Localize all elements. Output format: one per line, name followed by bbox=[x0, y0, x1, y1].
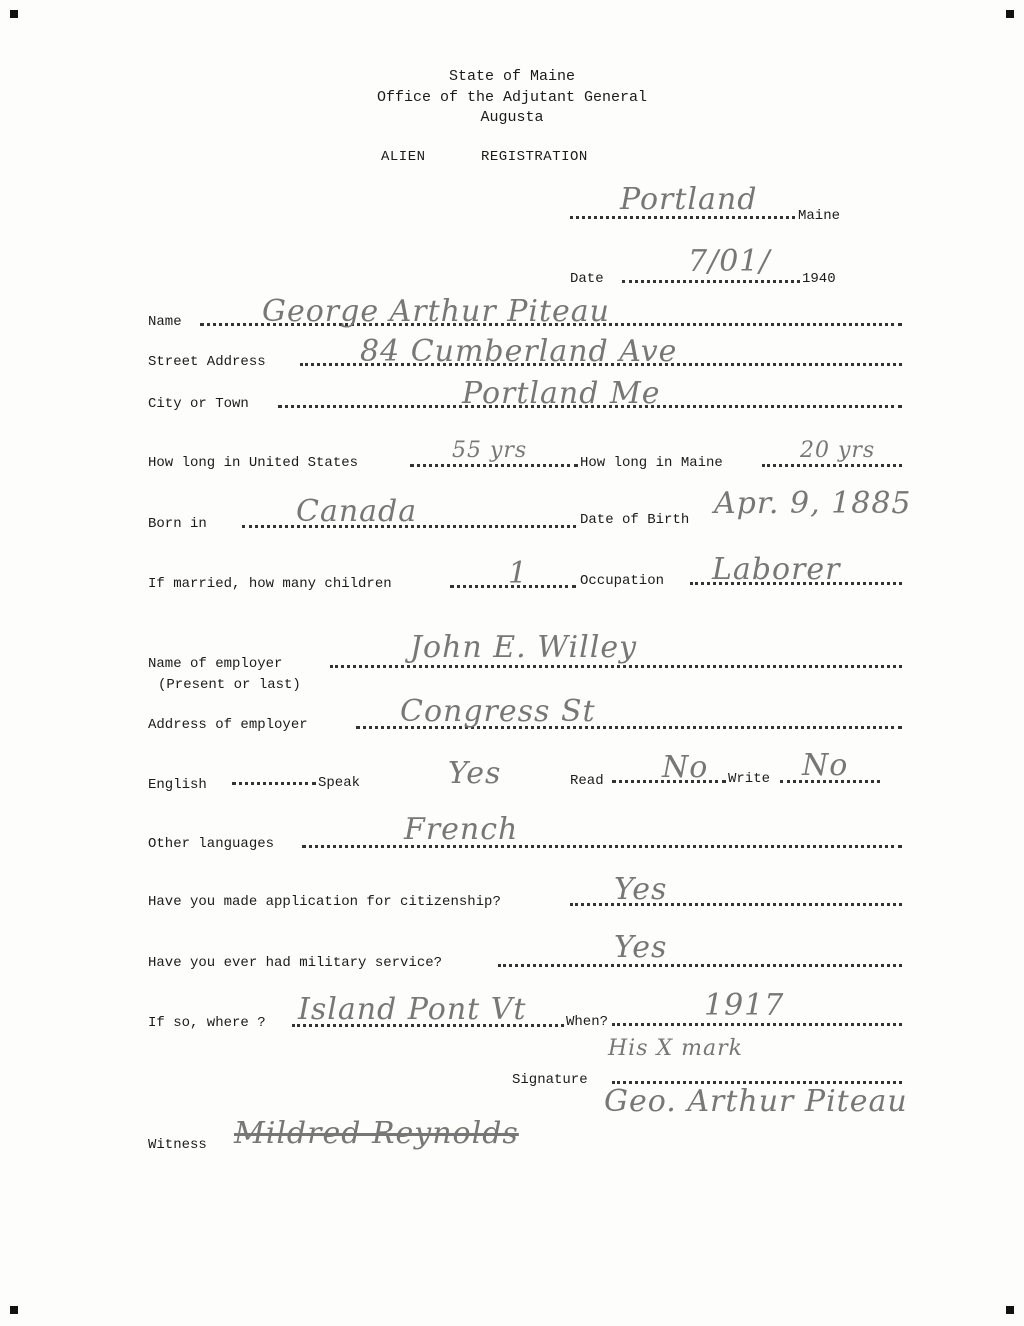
place-suffix: Maine bbox=[798, 208, 841, 224]
date-value: 7/01/ bbox=[688, 244, 771, 279]
children-label: If married, how many children bbox=[148, 576, 392, 592]
title-registration: REGISTRATION bbox=[481, 149, 588, 165]
header-state: State of Maine bbox=[448, 68, 576, 85]
military-line bbox=[498, 964, 902, 967]
speak-label: Speak bbox=[318, 775, 361, 791]
date-label: Date bbox=[570, 271, 604, 287]
signature-label: Signature bbox=[512, 1072, 588, 1088]
employer-line bbox=[330, 665, 902, 668]
witness-value: Mildred Reynolds bbox=[234, 1116, 519, 1151]
place-value: Portland bbox=[620, 182, 758, 217]
employer-label: Name of employer bbox=[148, 656, 283, 672]
employer-address-label: Address of employer bbox=[148, 717, 308, 733]
signature-mark: His X mark bbox=[608, 1036, 743, 1061]
read-value: No bbox=[662, 750, 709, 785]
us-long-line bbox=[410, 464, 578, 467]
dob-label: Date of Birth bbox=[580, 512, 690, 528]
military-label: Have you ever had military service? bbox=[148, 955, 443, 971]
citizenship-label: Have you made application for citizenship? bbox=[148, 894, 501, 910]
corner-mark-top-right bbox=[1006, 10, 1014, 18]
when-line bbox=[612, 1023, 902, 1026]
maine-long-value: 20 yrs bbox=[800, 438, 876, 463]
citizenship-value: Yes bbox=[614, 872, 668, 907]
city-value: Portland Me bbox=[462, 376, 661, 411]
write-value: No bbox=[802, 748, 849, 783]
name-label: Name bbox=[148, 314, 182, 330]
date-year: 1940 bbox=[802, 271, 836, 287]
date-line bbox=[622, 280, 800, 283]
children-value: 1 bbox=[508, 556, 529, 591]
other-lang-label: Other languages bbox=[148, 836, 275, 852]
corner-mark-bottom-left bbox=[10, 1306, 18, 1314]
english-line bbox=[232, 782, 316, 785]
write-label: Write bbox=[728, 771, 771, 787]
us-long-label: How long in United States bbox=[148, 455, 359, 471]
corner-mark-bottom-right bbox=[1006, 1306, 1014, 1314]
born-label: Born in bbox=[148, 516, 207, 532]
maine-long-line bbox=[762, 464, 902, 467]
where-label: If so, where ? bbox=[148, 1015, 266, 1031]
street-label: Street Address bbox=[148, 354, 266, 370]
when-value: 1917 bbox=[704, 988, 785, 1023]
title-alien: ALIEN bbox=[381, 149, 426, 165]
born-value: Canada bbox=[296, 494, 418, 529]
dob-value: Apr. 9, 1885 bbox=[714, 486, 912, 521]
employer-sublabel: (Present or last) bbox=[158, 677, 301, 693]
occupation-label: Occupation bbox=[580, 573, 665, 589]
maine-long-label: How long in Maine bbox=[580, 455, 723, 471]
header-office: Office of the Adjutant General bbox=[376, 89, 648, 106]
other-lang-line bbox=[302, 845, 902, 848]
other-lang-value: French bbox=[404, 812, 519, 847]
signature-value: Geo. Arthur Piteau bbox=[604, 1084, 908, 1119]
occupation-value: Laborer bbox=[712, 552, 841, 587]
corner-mark-top-left bbox=[10, 10, 18, 18]
name-value: George Arthur Piteau bbox=[262, 294, 610, 329]
us-long-value: 55 yrs bbox=[452, 438, 528, 463]
witness-label: Witness bbox=[148, 1137, 207, 1153]
street-value: 84 Cumberland Ave bbox=[360, 334, 678, 369]
header-city: Augusta bbox=[480, 109, 544, 126]
read-label: Read bbox=[570, 773, 604, 789]
where-value: Island Pont Vt bbox=[298, 992, 527, 1027]
employer-value: John E. Willey bbox=[410, 630, 638, 665]
english-label: English bbox=[148, 777, 207, 793]
military-value: Yes bbox=[614, 930, 668, 965]
city-label: City or Town bbox=[148, 396, 249, 412]
speak-value: Yes bbox=[448, 756, 502, 791]
when-label: When? bbox=[566, 1014, 609, 1030]
employer-address-value: Congress St bbox=[400, 694, 596, 729]
